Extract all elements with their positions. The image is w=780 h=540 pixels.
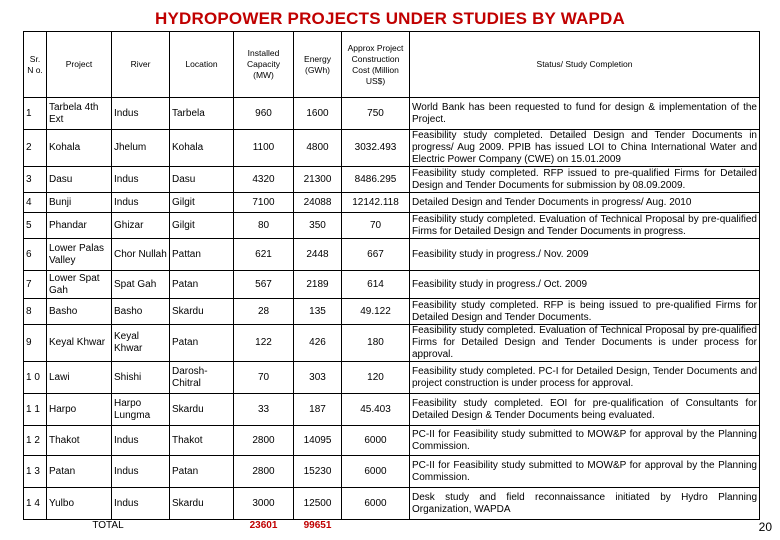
- table-cell-project: Thakot: [47, 426, 112, 456]
- table-cell-river: Indus: [112, 98, 170, 130]
- table-cell-capacity: 621: [234, 239, 294, 271]
- page-number: 20: [758, 520, 772, 534]
- table-row: [24, 239, 760, 271]
- table-cell-river: Keyal Khwar: [112, 325, 170, 362]
- table-cell-energy: 1600: [294, 98, 342, 130]
- total-row: [24, 520, 760, 533]
- table-row: [24, 98, 760, 130]
- table-cell-project: Keyal Khwar: [47, 325, 112, 362]
- table-cell-sr: 4: [24, 193, 47, 213]
- table-row: [24, 456, 760, 488]
- table-cell-sr: 1 1: [24, 394, 47, 426]
- total-energy: 99651: [303, 520, 332, 531]
- header-status: Status/ Study Completion: [410, 32, 760, 98]
- table-cell-location: Pattan: [170, 239, 234, 271]
- table-cell-energy: 15230: [294, 456, 342, 488]
- table-cell-sr: 1: [24, 98, 47, 130]
- table-cell-energy: 135: [294, 299, 342, 325]
- table-cell-location: Patan: [170, 456, 234, 488]
- table-cell-capacity: 2800: [234, 426, 294, 456]
- table-cell-river: Harpo Lungma: [112, 394, 170, 426]
- table-cell-capacity: 960: [234, 98, 294, 130]
- table-row: [24, 193, 760, 213]
- table-cell-energy: 2448: [294, 239, 342, 271]
- table-cell-project: Basho: [47, 299, 112, 325]
- table-cell-location: Skardu: [170, 299, 234, 325]
- table-cell-status: PC-II for Feasibility study submitted to MOW&P for approval by the Planning Commission.: [410, 456, 760, 488]
- table-row: [24, 271, 760, 299]
- table-cell-project: Dasu: [47, 167, 112, 193]
- table-cell-status: Feasibility study completed. EOI for pre-qualification of Consultants for Detailed Design & Tender Documents being evaluated.: [410, 394, 760, 426]
- table-cell-river: Indus: [112, 426, 170, 456]
- table-cell-status: Feasibility study completed. PC-I for Detailed Design, Tender Documents and project construction is under process for approval.: [410, 362, 760, 394]
- table-cell-sr: 9: [24, 325, 47, 362]
- table-cell-sr: 6: [24, 239, 47, 271]
- table-cell-status: Feasibility study in progress./ Oct. 2009: [410, 271, 760, 299]
- table-cell-status: Desk study and field reconnaissance initiated by Hydro Planning Organization, WAPDA: [410, 488, 760, 520]
- table-cell-cost: 6000: [342, 426, 410, 456]
- table-cell-capacity: 33: [234, 394, 294, 426]
- table-cell-status: Feasibility study completed. Evaluation of Technical Proposal by pre-qualified Firms for Detailed Design and Tender Documents is under process for approval.: [410, 325, 760, 362]
- table-cell-capacity: 70: [234, 362, 294, 394]
- header-project: Project: [47, 32, 112, 98]
- table-cell-capacity: 122: [234, 325, 294, 362]
- table-cell-energy: 350: [294, 213, 342, 239]
- table-cell-cost: 70: [342, 213, 410, 239]
- projects-table: [23, 31, 760, 532]
- table-cell-river: Shishi: [112, 362, 170, 394]
- table-cell-energy: 426: [294, 325, 342, 362]
- table-row: [24, 167, 760, 193]
- table-cell-location: Thakot: [170, 426, 234, 456]
- table-cell-cost: 6000: [342, 488, 410, 520]
- table-cell-river: Indus: [112, 193, 170, 213]
- table-cell-river: Indus: [112, 167, 170, 193]
- table-cell-capacity: 80: [234, 213, 294, 239]
- table-cell-cost: 667: [342, 239, 410, 271]
- table-cell-location: Darosh-Chitral: [170, 362, 234, 394]
- table-cell-project: Lawi: [47, 362, 112, 394]
- table-cell-river: Jhelum: [112, 130, 170, 167]
- table-cell-status: Feasibility study completed. RFP is being issued to pre-qualified Firms for Detailed Design and Tender Documents.: [410, 299, 760, 325]
- table-cell-capacity: 28: [234, 299, 294, 325]
- page-title: HYDROPOWER PROJECTS UNDER STUDIES BY WAPDA: [155, 9, 625, 28]
- table-cell-sr: 2: [24, 130, 47, 167]
- table-cell-status: PC-II for Feasibility study submitted to MOW&P for approval by the Planning Commission.: [410, 426, 760, 456]
- table-cell-status: World Bank has been requested to fund for design & implementation of the Project.: [410, 98, 760, 130]
- table-cell-energy: 24088: [294, 193, 342, 213]
- table-cell-sr: 7: [24, 271, 47, 299]
- table-cell-energy: 4800: [294, 130, 342, 167]
- table-cell-project: Patan: [47, 456, 112, 488]
- table-cell-location: Skardu: [170, 394, 234, 426]
- table-cell-project: Harpo: [47, 394, 112, 426]
- table-cell-project: Lower Palas Valley: [47, 239, 112, 271]
- table-cell-capacity: 2800: [234, 456, 294, 488]
- table-cell-location: Gilgit: [170, 213, 234, 239]
- table-cell-cost: 750: [342, 98, 410, 130]
- table-cell-energy: 14095: [294, 426, 342, 456]
- table-cell-location: Tarbela: [170, 98, 234, 130]
- table-row: [24, 394, 760, 426]
- table-cell-river: Indus: [112, 488, 170, 520]
- table-cell-river: Spat Gah: [112, 271, 170, 299]
- table-cell-cost: 614: [342, 271, 410, 299]
- table-row: [24, 130, 760, 167]
- table-cell-energy: 187: [294, 394, 342, 426]
- table-row: [24, 213, 760, 239]
- table-cell-location: Kohala: [170, 130, 234, 167]
- table-cell-status: Feasibility study completed. Detailed Design and Tender Documents in progress/ Aug 2009. PPIB has issued LOI to China International Water and Electric Power Company (CWE) on 15.01.2009: [410, 130, 760, 167]
- table-cell-sr: 5: [24, 213, 47, 239]
- table-cell-cost: 45.403: [342, 394, 410, 426]
- table-row: [24, 488, 760, 520]
- table-cell-cost: 120: [342, 362, 410, 394]
- table-cell-cost: 3032.493: [342, 130, 410, 167]
- table-cell-status: Feasibility study in progress./ Nov. 2009: [410, 239, 760, 271]
- table-cell-energy: 12500: [294, 488, 342, 520]
- header-row: [24, 32, 760, 98]
- total-capacity: 23601: [249, 520, 278, 531]
- table-cell-cost: 6000: [342, 456, 410, 488]
- table-cell-project: Lower Spat Gah: [47, 271, 112, 299]
- table-cell-cost: 8486.295: [342, 167, 410, 193]
- table-cell-location: Dasu: [170, 167, 234, 193]
- table-cell-cost: 49.122: [342, 299, 410, 325]
- header-location: Location: [170, 32, 234, 98]
- header-cost: Approx Project Construction Cost (Million US$): [342, 32, 410, 98]
- table-cell-project: Bunji: [47, 193, 112, 213]
- table-cell-project: Kohala: [47, 130, 112, 167]
- table-cell-sr: 1 4: [24, 488, 47, 520]
- table-cell-project: Tarbela 4th Ext: [47, 98, 112, 130]
- table-cell-status: Detailed Design and Tender Documents in progress/ Aug. 2010: [410, 193, 760, 213]
- table-cell-status: Feasibility study completed. RFP issued to pre-qualified Firms for Detailed Design and Tender Documents for submission by 08.09.2009.: [410, 167, 760, 193]
- table-row: [24, 426, 760, 456]
- table-cell-project: Yulbo: [47, 488, 112, 520]
- table-cell-energy: 2189: [294, 271, 342, 299]
- table-row: [24, 362, 760, 394]
- table-cell-capacity: 7100: [234, 193, 294, 213]
- table-cell-status: Feasibility study completed. Evaluation of Technical Proposal by pre-qualified Firms for Detailed Design and Tender Documents in progress.: [410, 213, 760, 239]
- table-cell-sr: 1 0: [24, 362, 47, 394]
- table-cell-river: Chor Nullah: [112, 239, 170, 271]
- table-cell-location: Skardu: [170, 488, 234, 520]
- table-cell-river: Indus: [112, 456, 170, 488]
- header-capacity: Installed Capacity (MW): [234, 32, 294, 98]
- header-river: River: [112, 32, 170, 98]
- table-cell-capacity: 4320: [234, 167, 294, 193]
- table-cell-cost: 180: [342, 325, 410, 362]
- header-sr: Sr. N o.: [24, 32, 47, 98]
- table-cell-sr: 1 3: [24, 456, 47, 488]
- table-cell-river: Ghizar: [112, 213, 170, 239]
- table-cell-river: Basho: [112, 299, 170, 325]
- table-cell-location: Patan: [170, 271, 234, 299]
- table-cell-sr: 3: [24, 167, 47, 193]
- table-row: [24, 299, 760, 325]
- header-energy: Energy (GWh): [294, 32, 342, 98]
- table-cell-location: Patan: [170, 325, 234, 362]
- total-label: TOTAL: [92, 520, 124, 531]
- table-cell-capacity: 3000: [234, 488, 294, 520]
- table-cell-capacity: 1100: [234, 130, 294, 167]
- table-cell-sr: 1 2: [24, 426, 47, 456]
- table-row: [24, 325, 760, 362]
- table-cell-energy: 303: [294, 362, 342, 394]
- table-cell-cost: 12142.118: [342, 193, 410, 213]
- table-cell-location: Gilgit: [170, 193, 234, 213]
- table-cell-sr: 8: [24, 299, 47, 325]
- table-cell-capacity: 567: [234, 271, 294, 299]
- table-cell-energy: 21300: [294, 167, 342, 193]
- table-cell-project: Phandar: [47, 213, 112, 239]
